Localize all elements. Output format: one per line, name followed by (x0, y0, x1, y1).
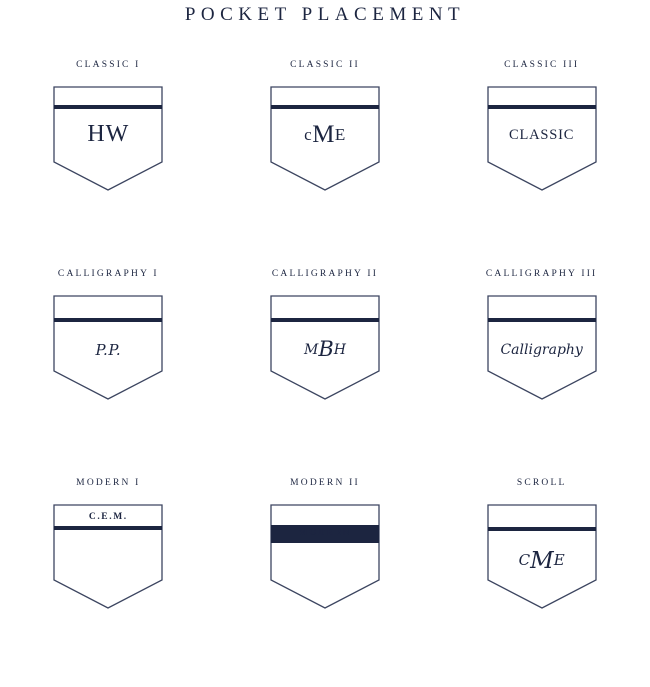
pocket-option-label: MODERN I (76, 478, 141, 488)
pocket-option-modern-1[interactable] (8, 478, 208, 687)
pocket-option-label: CALLIGRAPHY I (57, 269, 159, 279)
pocket-option-classic-2[interactable] (225, 60, 425, 269)
pocket-shape-calligraphy-3 (487, 295, 597, 400)
pocket-shape-calligraphy-1 (53, 295, 163, 400)
pocket-option-label: CALLIGRAPHY III (485, 269, 598, 279)
monogram-text: CLASSIC (509, 127, 575, 143)
pocket-shape-modern-1 (53, 504, 163, 609)
pocket-option-label: CLASSIC III (504, 60, 580, 70)
pocket-option-scroll[interactable] (442, 478, 642, 687)
page-title: POCKET PLACEMENT (184, 4, 466, 25)
pocket-grid (0, 60, 650, 687)
pocket-option-label: CLASSIC II (290, 60, 360, 70)
monogram-center: B (318, 337, 334, 361)
pocket-shape-scroll (487, 504, 597, 609)
monogram-text: Calligraphy (500, 342, 583, 358)
monogram-stacked (270, 122, 380, 147)
pocket-shape-calligraphy-2 (270, 295, 380, 400)
monogram-left: C (518, 551, 531, 569)
monogram-right: E (553, 551, 565, 569)
monogram-text: C.E.M. (88, 512, 128, 522)
pocket-option-label: CLASSIC I (76, 60, 141, 70)
monogram-center: M (530, 548, 554, 574)
monogram-left: M (303, 342, 319, 358)
monogram-right: E (334, 125, 346, 144)
monogram-stacked (487, 550, 597, 573)
pocket-shape-classic-1 (53, 86, 163, 191)
monogram-right: H (333, 342, 346, 358)
monogram-text: HW (87, 121, 130, 147)
band-text: MODERN (298, 528, 352, 538)
pocket-option-label: CALLIGRAPHY II (271, 269, 379, 279)
pocket-option-calligraphy-3[interactable] (442, 269, 642, 478)
monogram-center: M (312, 121, 335, 148)
pocket-outline-icon (270, 504, 380, 609)
pocket-option-label: MODERN II (290, 478, 360, 488)
monogram-left: c (304, 125, 313, 144)
pocket-option-label: SCROLL (516, 478, 567, 488)
pocket-option-classic-3[interactable] (442, 60, 642, 269)
pocket-shape-modern-2 (270, 504, 380, 609)
pocket-option-calligraphy-2[interactable] (225, 269, 425, 478)
pocket-option-calligraphy-1[interactable] (8, 269, 208, 478)
pocket-shape-classic-3 (487, 86, 597, 191)
monogram-text: P.P. (95, 341, 122, 359)
pocket-shape-classic-2 (270, 86, 380, 191)
monogram-stacked (270, 339, 380, 360)
pocket-option-modern-2[interactable] (225, 478, 425, 687)
pocket-option-classic-1[interactable] (8, 60, 208, 269)
